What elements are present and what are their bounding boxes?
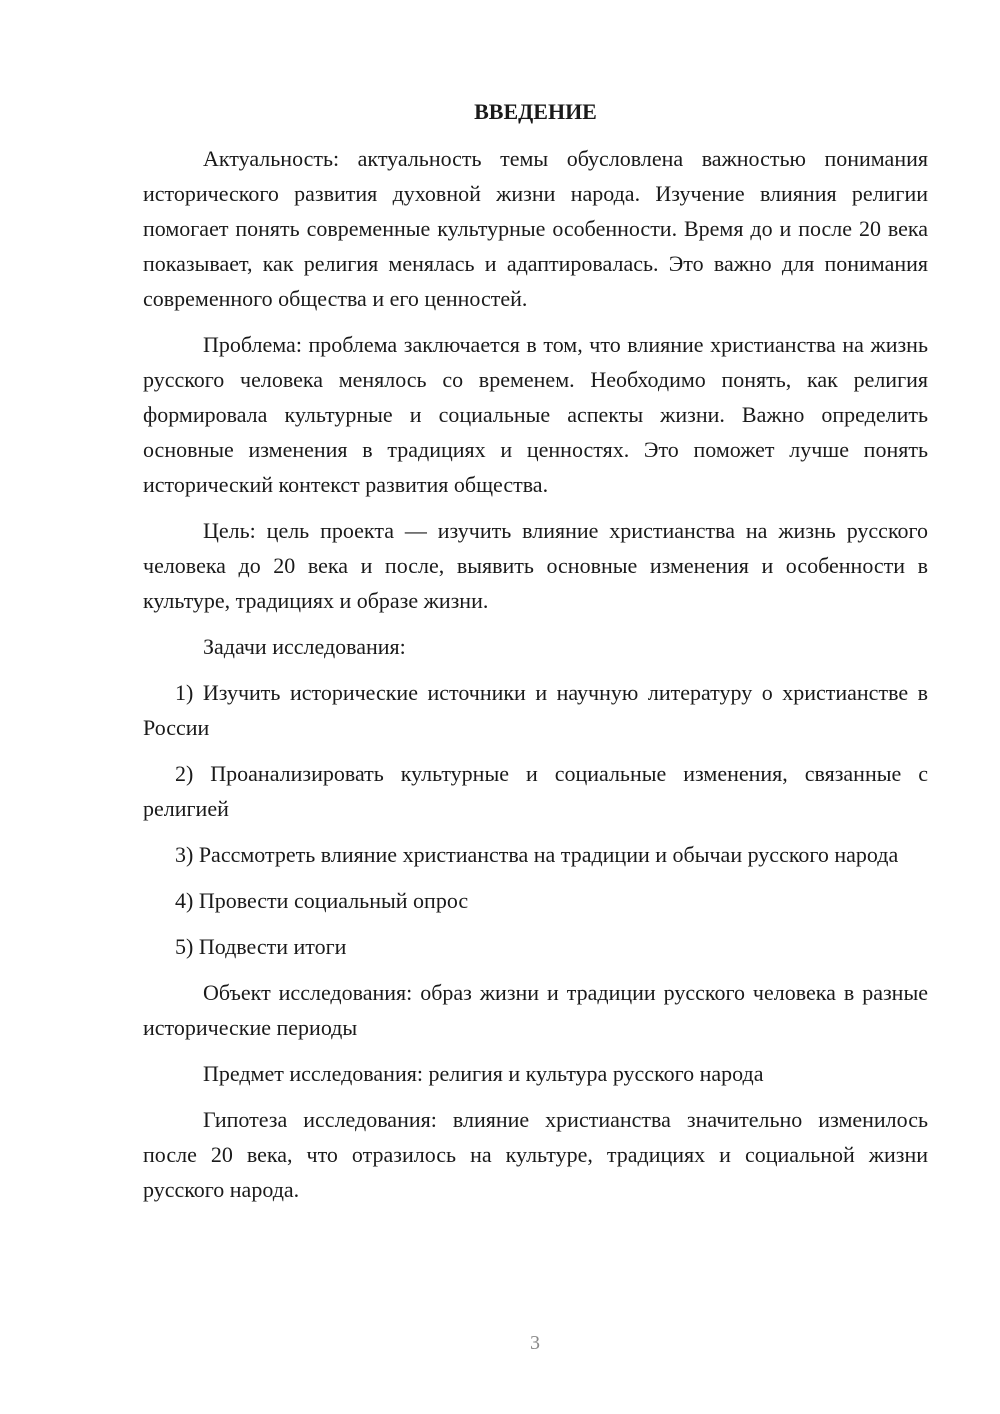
task-item-5: 5) Подвести итоги xyxy=(175,934,347,959)
paragraph-problem: Проблема: проблема заключается в том, что влияние христианства на жизнь русского человека менялось со временем. Необходимо понять, как религия формировала культурные и социальные аспекты жизни. Важно определить основные изменения в традициях и ценностях. Это поможет лучше понять исторический контекст развития общества. xyxy=(143,332,928,497)
paragraph-hypothesis: Гипотеза исследования: влияние христианства значительно изменилось после 20 века, что отразилось на культуре, традициях и социальной жизни русского народа. xyxy=(143,1107,928,1202)
paragraph-object: Объект исследования: образ жизни и традиции русского человека в разные исторические периоды xyxy=(143,980,928,1040)
page-content xyxy=(143,94,928,1218)
task-item-2: 2) Проанализировать культурные и социальные изменения, связанные с религией xyxy=(143,761,928,821)
paragraph-tasks-heading: Задачи исследования: xyxy=(203,634,406,659)
paragraph-subject: Предмет исследования: религия и культура русского народа xyxy=(203,1061,764,1086)
section-title: ВВЕДЕНИЕ xyxy=(474,99,597,124)
task-item-4: 4) Провести социальный опрос xyxy=(175,888,469,913)
task-item-3: 3) Рассмотреть влияние христианства на традиции и обычаи русского народа xyxy=(175,842,899,867)
paragraph-relevance: Актуальность: актуальность темы обусловлена важностью понимания исторического развития духовной жизни народа. Изучение влияния религии помогает понять современные культурные особенности. Время до и после 20 века показывает, как религия менялась и адаптировалась. Это важно для понимания современного общества и его ценностей. xyxy=(143,146,928,311)
page-number: 3 xyxy=(530,1332,540,1354)
task-item-1: 1) Изучить исторические источники и научную литературу о христианстве в России xyxy=(143,680,928,740)
paragraph-goal: Цель: цель проекта — изучить влияние христианства на жизнь русского человека до 20 века и после, выявить основные изменения и особенности в культуре, традициях и образе жизни. xyxy=(143,518,928,613)
